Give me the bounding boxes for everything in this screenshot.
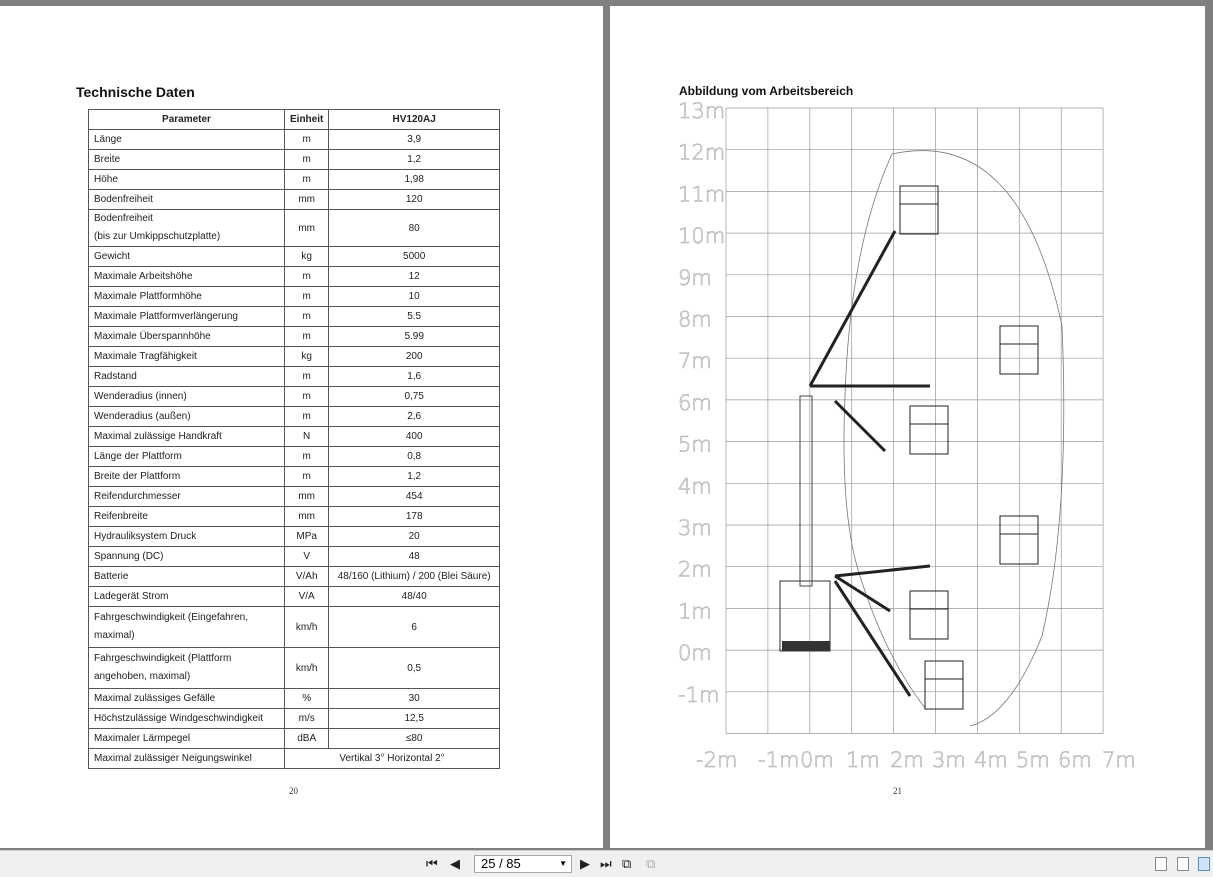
cell-parameter: Breite der Plattform: [89, 467, 285, 487]
cell-unit: km/h: [285, 648, 329, 689]
table-row: [89, 689, 500, 709]
cell-parameter: Bodenfreiheit (bis zur Umkippschutzplatte): [89, 210, 285, 247]
cell-parameter: Batterie: [89, 567, 285, 587]
cell-value: 12: [329, 267, 500, 287]
header-value: HV120AJ: [329, 110, 500, 130]
table-row: [89, 547, 500, 567]
figure-title: Abbildung vom Arbeitsbereich: [679, 84, 854, 98]
table-row: [89, 367, 500, 387]
page-title: Technische Daten: [76, 84, 195, 100]
cell-value: 0,75: [329, 387, 500, 407]
cell-unit: mm: [285, 487, 329, 507]
cell-value: 5000: [329, 247, 500, 267]
cell-value: 1,98: [329, 170, 500, 190]
table-row: [89, 327, 500, 347]
cell-parameter: Länge: [89, 130, 285, 150]
x-tick-label: 2m: [890, 748, 924, 772]
table-row: [89, 347, 500, 367]
cell-unit: m: [285, 407, 329, 427]
cell-unit: m: [285, 267, 329, 287]
cell-unit: m: [285, 307, 329, 327]
table-row: [89, 247, 500, 267]
y-tick-label: 9m: [678, 265, 712, 290]
next-page-button[interactable]: ▶: [580, 856, 590, 871]
cell-value: 12,5: [329, 709, 500, 729]
pdf-page-left: [0, 6, 603, 848]
cell-unit: m: [285, 170, 329, 190]
table-row: [89, 709, 500, 729]
track-icon: [782, 641, 830, 651]
table-row: [89, 447, 500, 467]
cell-unit: V/A: [285, 587, 329, 607]
table-row: [89, 507, 500, 527]
platform-basket: [900, 186, 938, 234]
cell-value: 48: [329, 547, 500, 567]
working-range-diagram: [670, 96, 1190, 786]
cell-parameter: Maximal zulässiges Gefälle: [89, 689, 285, 709]
cell-unit: km/h: [285, 607, 329, 648]
cell-parameter: Bodenfreiheit: [89, 190, 285, 210]
cell-parameter: Maximale Tragfähigkeit: [89, 347, 285, 367]
table-row: [89, 287, 500, 307]
first-page-button[interactable]: ⏮: [426, 856, 438, 871]
cell-parameter: Spannung (DC): [89, 547, 285, 567]
cell-value: 5.5: [329, 307, 500, 327]
table-row: [89, 567, 500, 587]
cell-unit: m: [285, 287, 329, 307]
cell-value: ≤80: [329, 729, 500, 749]
page-field-value: 25 / 85: [481, 856, 521, 871]
cell-unit: MPa: [285, 527, 329, 547]
y-tick-label: 5m: [678, 432, 712, 457]
cell-unit: %: [285, 689, 329, 709]
cell-value: 3,9: [329, 130, 500, 150]
y-tick-label: 11m: [678, 182, 726, 207]
cell-value: 1,2: [329, 150, 500, 170]
prev-page-button[interactable]: ◀: [450, 856, 460, 871]
cell-unit: m: [285, 327, 329, 347]
x-tick-label: 6m: [1058, 748, 1092, 772]
viewer-toolbar: [0, 850, 1213, 877]
cell-parameter: Reifendurchmesser: [89, 487, 285, 507]
cell-parameter: Maximale Arbeitshöhe: [89, 267, 285, 287]
y-tick-label: 3m: [678, 516, 712, 540]
cell-unit: N: [285, 427, 329, 447]
y-tick-label: 1m: [678, 599, 712, 624]
table-row: [89, 387, 500, 407]
y-tick-label: 4m: [678, 474, 712, 499]
cell-unit: m: [285, 467, 329, 487]
cell-value: 6: [329, 607, 500, 648]
cell-unit: m: [285, 367, 329, 387]
cell-unit: m: [285, 447, 329, 467]
boom-arm: [835, 401, 885, 451]
header-parameter: Parameter: [89, 110, 285, 130]
cell-parameter: Höchstzulässige Windgeschwindigkeit: [89, 709, 285, 729]
y-tick-label: 8m: [678, 307, 712, 332]
table-row: [89, 210, 500, 247]
cell-unit: kg: [285, 247, 329, 267]
table-row: [89, 427, 500, 447]
cell-parameter: Maximale Plattformhöhe: [89, 287, 285, 307]
cell-unit: V/Ah: [285, 567, 329, 587]
cell-parameter: Maximale Überspannhöhe: [89, 327, 285, 347]
cell-unit: kg: [285, 347, 329, 367]
cell-parameter: Länge der Plattform: [89, 447, 285, 467]
page-number: 20: [289, 786, 298, 796]
cell-unit: m: [285, 130, 329, 150]
cell-value: 454: [329, 487, 500, 507]
table-row: [89, 150, 500, 170]
cell-parameter: Wenderadius (innen): [89, 387, 285, 407]
table-row: [89, 527, 500, 547]
cell-unit: mm: [285, 507, 329, 527]
page-number: 21: [893, 786, 902, 796]
two-page-view-icon[interactable]: [1198, 857, 1210, 871]
cell-value: 200: [329, 347, 500, 367]
cell-parameter: Maximaler Lärmpegel: [89, 729, 285, 749]
pdf-page-right: [610, 6, 1205, 848]
y-tick-label: 6m: [678, 390, 712, 415]
cell-parameter: Maximale Plattformverlängerung: [89, 307, 285, 327]
table-row: [89, 467, 500, 487]
x-tick-label: 7m: [1102, 748, 1136, 772]
header-unit: Einheit: [285, 110, 329, 130]
cell-unit: m/s: [285, 709, 329, 729]
platform-basket: [910, 406, 948, 454]
boom-arm: [810, 231, 895, 386]
cell-parameter: Fahrgeschwindigkeit (Plattform angehoben, maximal): [89, 648, 285, 689]
table-row: [89, 267, 500, 287]
cell-parameter: Höhe: [89, 170, 285, 190]
y-tick-label: 7m: [678, 349, 712, 374]
cell-parameter: Reifenbreite: [89, 507, 285, 527]
x-tick-label: 1m: [846, 748, 880, 772]
x-tick-label: -1m: [758, 748, 800, 772]
y-tick-label: 2m: [678, 557, 712, 582]
cell-parameter: Maximal zulässige Handkraft: [89, 427, 285, 447]
y-tick-label: 0m: [678, 641, 712, 666]
table-row: [89, 749, 500, 769]
cell-parameter: Fahrgeschwindigkeit (Eingefahren, maximal): [89, 607, 285, 648]
fit-width-icon[interactable]: ⧉: [646, 856, 656, 871]
cell-parameter: Radstand: [89, 367, 285, 387]
x-tick-label: 4m: [974, 748, 1008, 772]
cell-parameter: Hydrauliksystem Druck: [89, 527, 285, 547]
cell-unit: dBA: [285, 729, 329, 749]
table-row: [89, 170, 500, 190]
boom-arm: [835, 566, 930, 576]
platform-basket: [925, 661, 963, 709]
cell-value: 2,6: [329, 407, 500, 427]
cell-unit: m: [285, 150, 329, 170]
chevron-down-icon[interactable]: ▼: [559, 859, 567, 868]
table-row: [89, 587, 500, 607]
table-row: [89, 130, 500, 150]
mast: [800, 396, 812, 586]
table-row: [89, 190, 500, 210]
table-row: [89, 607, 500, 648]
working-envelope: [844, 151, 1064, 726]
machine-body: [780, 581, 830, 651]
cell-value: 1,6: [329, 367, 500, 387]
x-tick-label: -2m: [696, 748, 738, 772]
page-number-field[interactable]: [474, 855, 572, 873]
cell-value: 120: [329, 190, 500, 210]
x-tick-label: 0m: [800, 748, 834, 772]
cell-value: Vertikal 3° Horizontal 2°: [285, 749, 500, 769]
cell-unit: mm: [285, 190, 329, 210]
cell-value: 0,5: [329, 648, 500, 689]
cell-parameter: Gewicht: [89, 247, 285, 267]
cell-value: 48/160 (Lithium) / 200 (Blei Säure): [329, 567, 500, 587]
cell-value: 30: [329, 689, 500, 709]
table-row: [89, 487, 500, 507]
cell-value: 1,2: [329, 467, 500, 487]
platform-basket: [910, 591, 948, 639]
fit-page-icon[interactable]: ⧉: [622, 856, 632, 871]
cell-unit: m: [285, 387, 329, 407]
cell-parameter: Wenderadius (außen): [89, 407, 285, 427]
y-tick-label: -1m: [678, 682, 720, 707]
table-row: [89, 648, 500, 689]
cell-parameter: Maximal zulässiger Neigungswinkel: [89, 749, 285, 769]
y-tick-label: 10m: [678, 224, 726, 249]
y-tick-label: 12m: [678, 140, 726, 165]
table-row: [89, 407, 500, 427]
cell-value: 400: [329, 427, 500, 447]
continuous-view-icon[interactable]: [1177, 857, 1189, 871]
single-page-view-icon[interactable]: [1155, 857, 1167, 871]
cell-value: 48/40: [329, 587, 500, 607]
cell-value: 178: [329, 507, 500, 527]
cell-unit: V: [285, 547, 329, 567]
cell-value: 0,8: [329, 447, 500, 467]
cell-unit: mm: [285, 210, 329, 247]
table-row: [89, 729, 500, 749]
cell-value: 5.99: [329, 327, 500, 347]
cell-parameter: Ladegerät Strom: [89, 587, 285, 607]
cell-value: 10: [329, 287, 500, 307]
x-tick-label: 5m: [1016, 748, 1050, 772]
last-page-button[interactable]: ⏭: [600, 856, 612, 871]
spec-table: [88, 109, 500, 769]
cell-value: 80: [329, 210, 500, 247]
cell-parameter: Breite: [89, 150, 285, 170]
cell-value: 20: [329, 527, 500, 547]
y-tick-label: 13m: [678, 99, 726, 123]
table-row: [89, 307, 500, 327]
x-tick-label: 3m: [932, 748, 966, 772]
